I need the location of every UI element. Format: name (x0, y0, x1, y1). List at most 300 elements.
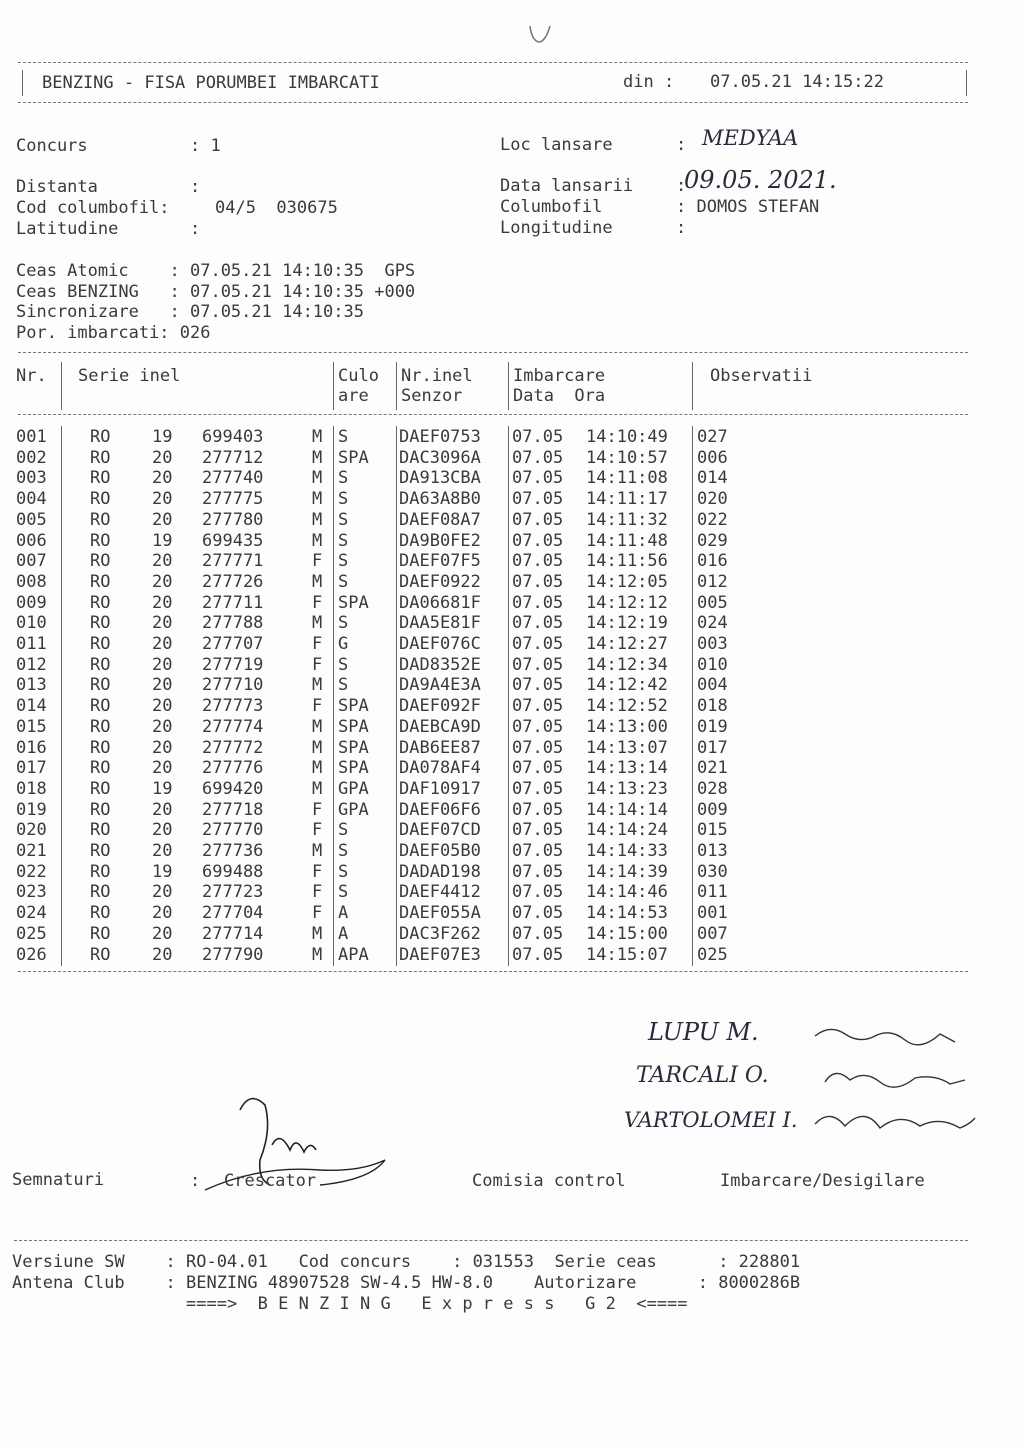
cell-obs: 017 (697, 737, 728, 758)
cell-data: 07.05 (512, 944, 564, 965)
cell-tara: RO (90, 820, 111, 841)
cell-nr: 001 (16, 427, 47, 447)
sep-nr (61, 362, 62, 410)
cell-ora: 14:14:46 (586, 882, 668, 903)
table-row (0, 696, 1024, 717)
concurs-label: Concurs (16, 136, 88, 156)
cell-inel: 277719 (202, 654, 264, 675)
cell-an: 20 (152, 696, 173, 717)
cell-nr: 009 (16, 592, 47, 613)
table-row (0, 738, 1024, 759)
cell-data: 07.05 (512, 778, 564, 799)
cell-obs: 011 (697, 882, 728, 903)
cell-ora: 14:13:14 (586, 758, 668, 779)
cell-data: 07.05 (512, 571, 564, 592)
cell-obs: 025 (697, 944, 728, 965)
cell-data: 07.05 (512, 551, 564, 572)
cell-culoare: S (338, 675, 349, 696)
cell-data: 07.05 (512, 737, 564, 758)
cell-nr: 017 (16, 758, 47, 779)
cell-senzor: DA9B0FE2 (399, 530, 481, 551)
cell-ora: 14:13:00 (586, 716, 668, 737)
cell-an: 20 (152, 571, 173, 592)
cell-inel: 277788 (202, 613, 264, 634)
cell-senzor: DA913CBA (399, 468, 481, 489)
footer-antena: Antena Club : BENZING 48907528 SW-4.5 HW-8.0 Autorizare : 8000286B (12, 1273, 801, 1293)
cell-sex: M (312, 509, 323, 530)
cell-senzor: DA63A8B0 (399, 489, 481, 510)
cell-an: 20 (152, 592, 173, 613)
cell-ora: 14:12:19 (586, 613, 668, 634)
distanta-value: : (190, 177, 201, 197)
cell-obs: 001 (697, 903, 728, 924)
commission-name-1: LUPU M. (648, 1018, 759, 1046)
cell-nr: 023 (16, 882, 47, 903)
cell-data: 07.05 (512, 758, 564, 779)
cell-culoare: A (338, 923, 349, 944)
cell-culoare: S (338, 654, 349, 675)
cell-an: 20 (152, 820, 173, 841)
cell-ora: 14:12:34 (586, 654, 668, 675)
cell-nr: 007 (16, 551, 47, 572)
semnaturi-label: Semnaturi (12, 1170, 105, 1190)
cell-culoare: GPA (338, 778, 369, 799)
cell-tara: RO (90, 551, 111, 572)
header-right-edge (966, 70, 967, 96)
cell-data: 07.05 (512, 592, 564, 613)
loc-lansare-label: Loc lansare (500, 135, 613, 155)
cell-nr: 022 (16, 861, 47, 882)
cell-senzor: DAEF06F6 (399, 799, 481, 820)
cell-tara: RO (90, 634, 111, 654)
cell-obs: 028 (697, 778, 728, 799)
col-observatii: Observatii (710, 366, 813, 386)
cell-culoare: S (338, 820, 349, 841)
cell-ora: 14:12:42 (586, 675, 668, 696)
cell-sex: M (312, 613, 323, 634)
header-bottom-rule (18, 102, 968, 103)
cell-obs: 029 (697, 530, 728, 551)
cell-senzor: DA078AF4 (399, 758, 481, 779)
cell-culoare: S (338, 571, 349, 592)
cell-sex: M (312, 447, 323, 468)
loc-lansare-value: MEDYAA (702, 126, 799, 150)
cell-an: 20 (152, 551, 173, 572)
cell-ora: 14:14:24 (586, 820, 668, 841)
cell-obs: 019 (697, 716, 728, 737)
sep-nrinel (508, 362, 509, 410)
cod-columbofil-label: Cod columbofil: (16, 198, 170, 218)
cell-sex: M (312, 944, 323, 965)
cell-inel: 277780 (202, 509, 264, 530)
col-imbarcare-1: Imbarcare (513, 366, 606, 386)
cell-inel: 277771 (202, 551, 264, 572)
col-culoare-2: are (338, 386, 369, 406)
cell-tara: RO (90, 427, 111, 447)
col-culoare-1: Culo (338, 366, 379, 386)
page-title: BENZING - FISA PORUMBEI IMBARCATI (42, 73, 380, 93)
cell-an: 20 (152, 841, 173, 861)
cell-ora: 14:14:53 (586, 903, 668, 924)
signature-scribble-1 (810, 1016, 960, 1056)
cell-an: 20 (152, 489, 173, 510)
cell-inel: 699403 (202, 427, 264, 447)
data-lansarii-colon: : (676, 176, 687, 196)
cell-sex: F (312, 799, 323, 820)
cell-sex: M (312, 571, 323, 592)
cell-senzor: DAEF4412 (399, 882, 481, 903)
cell-an: 20 (152, 923, 173, 944)
semnaturi-colon: : (190, 1171, 201, 1191)
cell-culoare: S (338, 509, 349, 530)
cell-data: 07.05 (512, 447, 564, 468)
cell-obs: 027 (697, 427, 728, 447)
table-row (0, 531, 1024, 552)
cell-tara: RO (90, 778, 111, 799)
cell-tara: RO (90, 613, 111, 634)
cell-data: 07.05 (512, 468, 564, 489)
cell-tara: RO (90, 509, 111, 530)
cell-senzor: DAEF0922 (399, 571, 481, 592)
cell-senzor: DAD8352E (399, 654, 481, 675)
din-value: 07.05.21 14:15:22 (710, 72, 884, 92)
cell-an: 20 (152, 447, 173, 468)
cell-sex: M (312, 758, 323, 779)
cell-ora: 14:15:07 (586, 944, 668, 965)
cell-inel: 277726 (202, 571, 264, 592)
cell-obs: 022 (697, 509, 728, 530)
cell-inel: 277773 (202, 696, 264, 717)
cell-culoare: SPA (338, 696, 369, 717)
cell-data: 07.05 (512, 820, 564, 841)
cell-tara: RO (90, 675, 111, 696)
cell-inel: 277714 (202, 923, 264, 944)
cell-senzor: DAEF07E3 (399, 944, 481, 965)
cell-obs: 007 (697, 923, 728, 944)
cell-tara: RO (90, 737, 111, 758)
cell-an: 20 (152, 634, 173, 654)
cell-obs: 004 (697, 675, 728, 696)
cell-culoare: S (338, 489, 349, 510)
cell-tara: RO (90, 944, 111, 965)
sep-imbarcare (692, 362, 693, 410)
longitudine-label: Longitudine (500, 218, 613, 238)
cell-culoare: S (338, 530, 349, 551)
cell-sex: F (312, 882, 323, 903)
cell-obs: 021 (697, 758, 728, 779)
cell-inel: 277772 (202, 737, 264, 758)
cell-senzor: DA9A4E3A (399, 675, 481, 696)
ceas-benzing: Ceas BENZING : 07.05.21 14:10:35 +000 (16, 282, 416, 302)
cell-tara: RO (90, 861, 111, 882)
cell-culoare: SPA (338, 737, 369, 758)
cell-data: 07.05 (512, 530, 564, 551)
table-row (0, 924, 1024, 945)
cell-senzor: DAC3F262 (399, 923, 481, 944)
cell-sex: M (312, 716, 323, 737)
cell-ora: 14:14:14 (586, 799, 668, 820)
cell-inel: 277774 (202, 716, 264, 737)
cell-obs: 006 (697, 447, 728, 468)
cell-data: 07.05 (512, 716, 564, 737)
cell-nr: 002 (16, 447, 47, 468)
cell-ora: 14:15:00 (586, 923, 668, 944)
cell-tara: RO (90, 654, 111, 675)
cell-inel: 699435 (202, 530, 264, 551)
cell-tara: RO (90, 716, 111, 737)
cell-culoare: SPA (338, 716, 369, 737)
table-body (0, 427, 1024, 967)
cell-nr: 015 (16, 716, 47, 737)
table-row (0, 468, 1024, 489)
signature-scribble-2 (820, 1060, 970, 1100)
cell-an: 20 (152, 716, 173, 737)
cell-tara: RO (90, 489, 111, 510)
cell-ora: 14:14:33 (586, 841, 668, 861)
sep-culoare (396, 362, 397, 410)
cell-tara: RO (90, 758, 111, 779)
cell-data: 07.05 (512, 696, 564, 717)
cell-sex: M (312, 923, 323, 944)
cell-sex: F (312, 820, 323, 841)
table-row (0, 427, 1024, 448)
cell-data: 07.05 (512, 799, 564, 820)
latitudine-value: : (190, 219, 201, 239)
cell-obs: 018 (697, 696, 728, 717)
cell-inel: 277740 (202, 468, 264, 489)
cell-an: 20 (152, 509, 173, 530)
header-top-rule (18, 62, 968, 63)
cell-ora: 14:14:39 (586, 861, 668, 882)
cell-inel: 277712 (202, 447, 264, 468)
cell-sex: F (312, 654, 323, 675)
col-nrinel-1: Nr.inel (401, 366, 473, 386)
loc-lansare-colon: : (676, 135, 687, 155)
cell-tara: RO (90, 571, 111, 592)
cell-data: 07.05 (512, 654, 564, 675)
cell-ora: 14:12:52 (586, 696, 668, 717)
cell-sex: F (312, 592, 323, 613)
table-row (0, 448, 1024, 469)
data-lansarii-value: 09.05. 2021. (684, 166, 837, 194)
cell-data: 07.05 (512, 427, 564, 447)
cell-culoare: APA (338, 944, 369, 965)
cell-nr: 004 (16, 489, 47, 510)
cell-data: 07.05 (512, 861, 564, 882)
cell-ora: 14:10:57 (586, 447, 668, 468)
cell-sex: F (312, 903, 323, 924)
cell-sex: M (312, 841, 323, 861)
cell-inel: 277711 (202, 592, 264, 613)
cell-senzor: DAEF05B0 (399, 841, 481, 861)
cell-nr: 012 (16, 654, 47, 675)
distanta-label: Distanta (16, 177, 98, 197)
cell-nr: 021 (16, 841, 47, 861)
cell-inel: 277704 (202, 903, 264, 924)
cell-culoare: SPA (338, 447, 369, 468)
cell-inel: 277736 (202, 841, 264, 861)
cell-senzor: DAEF092F (399, 696, 481, 717)
cell-sex: F (312, 696, 323, 717)
latitudine-label: Latitudine (16, 219, 119, 239)
table-row (0, 779, 1024, 800)
longitudine-value: : (676, 218, 687, 238)
cell-an: 20 (152, 903, 173, 924)
table-row (0, 613, 1024, 634)
footer-express: ====> B E N Z I N G E x p r e s s G 2 <==== (186, 1294, 688, 1314)
table-row (0, 572, 1024, 593)
cell-an: 19 (152, 530, 173, 551)
sep-serie (333, 362, 334, 410)
cell-ora: 14:13:07 (586, 737, 668, 758)
table-row (0, 593, 1024, 614)
table-row (0, 489, 1024, 510)
commission-name-3: VARTOLOMEI I. (624, 1108, 798, 1132)
check-mark (526, 22, 556, 48)
cell-obs: 024 (697, 613, 728, 634)
cell-culoare: S (338, 427, 349, 447)
cell-nr: 003 (16, 468, 47, 489)
table-row (0, 903, 1024, 924)
table-row (0, 510, 1024, 531)
cell-data: 07.05 (512, 841, 564, 861)
table-header-rule (18, 414, 968, 415)
cell-obs: 020 (697, 489, 728, 510)
cell-senzor: DAF10917 (399, 778, 481, 799)
col-nrinel-2: Senzor (401, 386, 463, 406)
cell-nr: 006 (16, 530, 47, 551)
cell-nr: 014 (16, 696, 47, 717)
cell-culoare: SPA (338, 758, 369, 779)
imbarcare-desigilare-label: Imbarcare/Desigilare (720, 1171, 925, 1191)
cell-culoare: G (338, 634, 349, 654)
crescator-label: Crescator (224, 1171, 317, 1191)
table-row (0, 800, 1024, 821)
cell-an: 20 (152, 737, 173, 758)
cell-an: 20 (152, 882, 173, 903)
cell-sex: M (312, 489, 323, 510)
cell-nr: 016 (16, 737, 47, 758)
table-row (0, 758, 1024, 779)
cell-inel: 277776 (202, 758, 264, 779)
cell-obs: 012 (697, 571, 728, 592)
col-nr: Nr. (16, 366, 47, 386)
cell-data: 07.05 (512, 903, 564, 924)
cell-senzor: DAEBCA9D (399, 716, 481, 737)
cell-sex: M (312, 778, 323, 799)
columbofil-label: Columbofil (500, 197, 603, 217)
cell-nr: 019 (16, 799, 47, 820)
cell-inel: 277790 (202, 944, 264, 965)
cell-senzor: DAEF07F5 (399, 551, 481, 572)
cell-tara: RO (90, 882, 111, 903)
columbofil-value: : DOMOS STEFAN (676, 197, 820, 217)
cell-tara: RO (90, 799, 111, 820)
cell-culoare: S (338, 468, 349, 489)
cell-sex: M (312, 530, 323, 551)
cell-senzor: DAEF0753 (399, 427, 481, 447)
cell-data: 07.05 (512, 675, 564, 696)
cell-tara: RO (90, 841, 111, 861)
cell-ora: 14:12:12 (586, 592, 668, 613)
cell-sex: F (312, 551, 323, 572)
header-left-edge (22, 70, 23, 96)
cell-an: 20 (152, 944, 173, 965)
cell-ora: 14:10:49 (586, 427, 668, 447)
cell-senzor: DAEF076C (399, 634, 481, 654)
cell-nr: 025 (16, 923, 47, 944)
cell-senzor: DADAD198 (399, 861, 481, 882)
comisia-control-label: Comisia control (472, 1171, 626, 1191)
footer-rule (14, 1240, 968, 1241)
cell-sex: M (312, 675, 323, 696)
cell-obs: 010 (697, 654, 728, 675)
cell-an: 20 (152, 675, 173, 696)
din-label: din : (623, 72, 675, 92)
cell-nr: 024 (16, 903, 47, 924)
table-row (0, 882, 1024, 903)
cell-obs: 005 (697, 592, 728, 613)
cell-culoare: S (338, 882, 349, 903)
cell-ora: 14:12:05 (586, 571, 668, 592)
cell-nr: 020 (16, 820, 47, 841)
cell-data: 07.05 (512, 634, 564, 654)
cell-culoare: S (338, 841, 349, 861)
cell-culoare: GPA (338, 799, 369, 820)
cell-obs: 016 (697, 551, 728, 572)
cell-nr: 018 (16, 778, 47, 799)
cell-data: 07.05 (512, 923, 564, 944)
cell-an: 20 (152, 654, 173, 675)
table-row (0, 675, 1024, 696)
table-row (0, 841, 1024, 862)
cell-culoare: SPA (338, 592, 369, 613)
cell-ora: 14:11:08 (586, 468, 668, 489)
cell-an: 20 (152, 613, 173, 634)
cell-ora: 14:11:48 (586, 530, 668, 551)
cell-nr: 005 (16, 509, 47, 530)
cell-obs: 003 (697, 634, 728, 654)
cell-ora: 14:13:23 (586, 778, 668, 799)
cell-an: 19 (152, 778, 173, 799)
table-top-rule (18, 352, 968, 353)
cell-an: 20 (152, 799, 173, 820)
cell-inel: 699488 (202, 861, 264, 882)
cell-culoare: S (338, 613, 349, 634)
data-lansarii-label: Data lansarii (500, 176, 634, 196)
cell-data: 07.05 (512, 613, 564, 634)
concurs-value: : 1 (190, 136, 221, 156)
cell-inel: 277723 (202, 882, 264, 903)
cell-an: 20 (152, 758, 173, 779)
cell-obs: 013 (697, 841, 728, 861)
cell-culoare: A (338, 903, 349, 924)
cell-ora: 14:11:32 (586, 509, 668, 530)
cell-nr: 026 (16, 944, 47, 965)
cell-tara: RO (90, 696, 111, 717)
por-imbarcati: Por. imbarcati: 026 (16, 323, 211, 343)
cell-inel: 699420 (202, 778, 264, 799)
col-imbarcare-2: Data Ora (513, 386, 606, 406)
cell-senzor: DAB6EE87 (399, 737, 481, 758)
cell-obs: 009 (697, 799, 728, 820)
cell-inel: 277707 (202, 634, 264, 654)
table-row (0, 717, 1024, 738)
cell-senzor: DAEF08A7 (399, 509, 481, 530)
sincronizare: Sincronizare : 07.05.21 14:10:35 (16, 302, 364, 322)
table-row (0, 655, 1024, 676)
cell-sex: F (312, 634, 323, 654)
